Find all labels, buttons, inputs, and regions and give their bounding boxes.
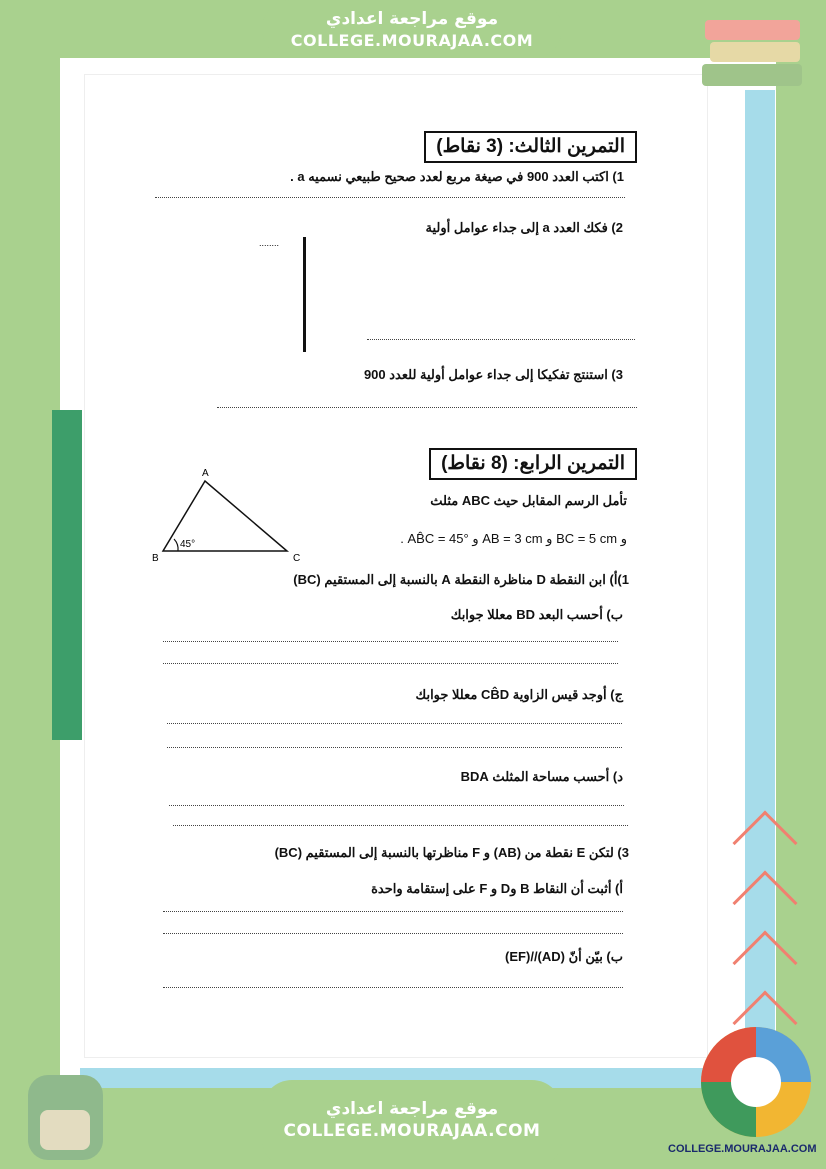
site-domain[interactable]: COLLEGE.MOURAJAA.COM <box>283 1121 541 1141</box>
ex4-given: و BC = 5 cm و AB = 3 cm و AB̂C = 45° . <box>400 531 627 546</box>
ex4-question-3a: أ) أثبت أن النقاط B وD و F على إستقامة واحدة <box>371 881 623 896</box>
vertex-b-label: B <box>152 553 159 564</box>
ex3-question-3: 3) استنتج تفكيكا إلى جداء عوامل أولية للعدد 900 <box>363 367 623 382</box>
site-name: موقع مراجعة اعدادي <box>325 1099 499 1119</box>
ex4-question-1a: 1)أ) ابن النقطة D مناظرة النقطة A بالنسبة إلى المستقيم (BC) <box>293 572 629 587</box>
answer-line[interactable] <box>163 641 618 642</box>
answer-line[interactable] <box>367 339 635 340</box>
ex4-intro: تأمل الرسم المقابل حيث ABC مثلث <box>430 493 627 508</box>
ex4-question-1b: ب) أحسب البعد BD معللا جوابك <box>450 607 623 622</box>
answer-dots: ........ <box>259 238 280 248</box>
answer-line[interactable] <box>217 407 637 408</box>
factorization-bar <box>303 237 306 352</box>
answer-line[interactable] <box>173 825 628 826</box>
site-domain[interactable]: COLLEGE.MOURAJAA.COM <box>290 31 534 50</box>
triangle-figure <box>147 465 307 565</box>
answer-line[interactable] <box>155 197 625 198</box>
ex4-question-3: 3) لتكن E نقطة من (AB) و F مناظرتها بالنسبة إلى المستقيم (BC) <box>274 845 629 860</box>
answer-line[interactable] <box>163 911 623 912</box>
answer-line[interactable] <box>163 663 618 664</box>
answer-line[interactable] <box>163 933 623 934</box>
site-name: موقع مراجعة اعدادي <box>325 9 499 29</box>
ex4-question-1c: ج) أوجد قيس الزاوية CB̂D معللا جوابك <box>415 687 623 702</box>
angle-label: 45° <box>180 539 196 550</box>
backpack-icon <box>18 1055 113 1165</box>
site-watermark[interactable]: COLLEGE.MOURAJAA.COM <box>668 1143 817 1155</box>
exam-paper <box>84 74 708 1058</box>
answer-line[interactable] <box>169 805 624 806</box>
books-icon <box>700 15 810 95</box>
exercise3-title: التمرين الثالث: (3 نقاط) <box>424 131 637 163</box>
angle-arc <box>174 539 178 551</box>
ex3-question-2: 2) فكك العدد a إلى جداء عوامل أولية <box>425 220 623 235</box>
bottom-banner[interactable] <box>262 1080 562 1169</box>
school-subjects-icon <box>696 1025 818 1140</box>
top-banner[interactable] <box>262 0 562 58</box>
ex4-question-3b: ب) بيّن أنّ (AD)//(EF) <box>505 949 623 964</box>
answer-line[interactable] <box>167 723 622 724</box>
vertex-c-label: C <box>293 553 301 564</box>
exercise4-title: التمرين الرابع: (8 نقاط) <box>429 448 637 480</box>
vertex-a-label: A <box>202 468 209 479</box>
decor-stripe <box>52 410 82 740</box>
answer-line[interactable] <box>167 747 622 748</box>
ex3-question-1: 1) اكتب العدد 900 في صيغة مربع لعدد صحيح طبيعي نسميه a . <box>290 169 624 184</box>
ex4-question-1d: د) أحسب مساحة المثلث BDA <box>460 769 623 784</box>
answer-line[interactable] <box>163 987 623 988</box>
